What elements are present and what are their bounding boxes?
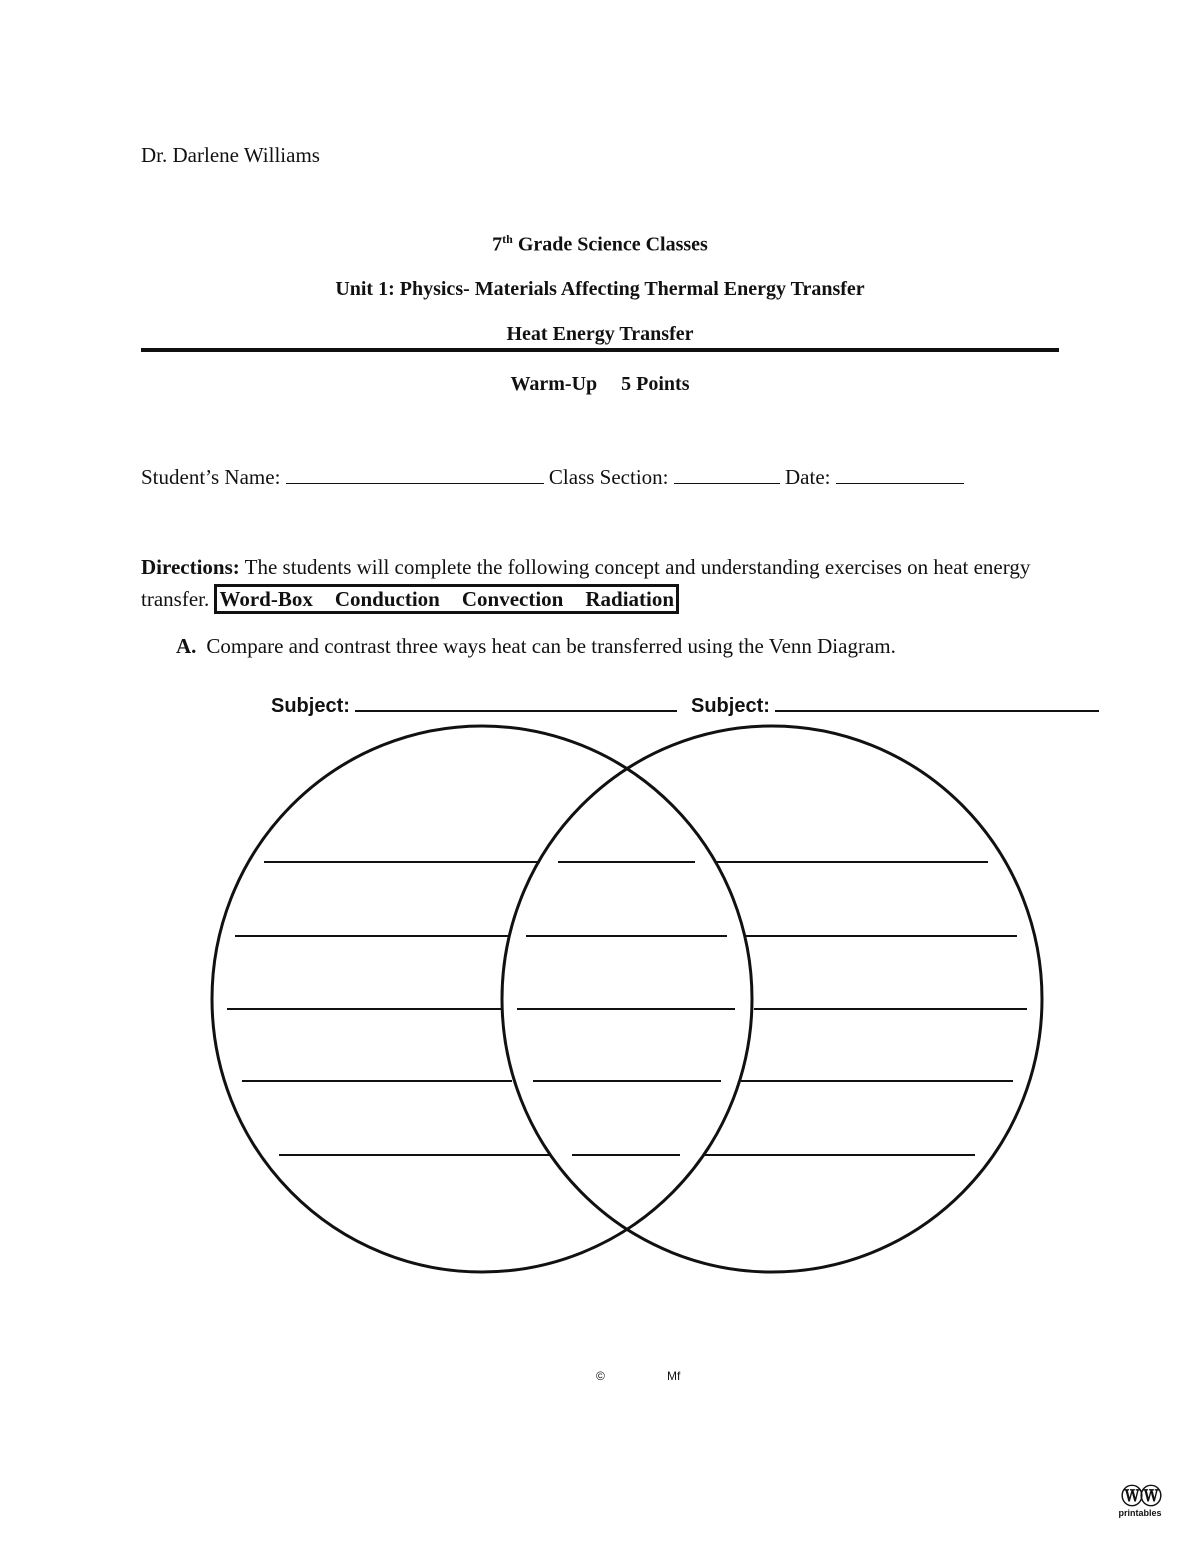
subject-left-label: Subject: bbox=[271, 695, 350, 717]
student-name-label: Student’s Name: bbox=[141, 465, 281, 489]
points-label: 5 Points bbox=[621, 373, 690, 395]
question-a-text: Compare and contrast three ways heat can be transferred using the Venn Diagram. bbox=[206, 634, 896, 658]
word-box-title: Word-Box bbox=[219, 587, 313, 611]
directions-text: The students will complete the following concept and understanding exercises on heat energy transfer. bbox=[141, 555, 1031, 611]
subject-right-label: Subject: bbox=[691, 695, 770, 717]
question-a-letter: A. bbox=[176, 634, 197, 658]
date-label: Date: bbox=[785, 465, 831, 489]
venn-circle-left bbox=[212, 726, 752, 1272]
course-title: 7th Grade Science Classes bbox=[492, 232, 708, 256]
footer-mark: Mf bbox=[667, 1369, 681, 1383]
unit-title: Unit 1: Physics- Materials Affecting Thermal Energy Transfer bbox=[335, 278, 865, 300]
venn-circle-right bbox=[502, 726, 1042, 1272]
copyright-symbol: © bbox=[596, 1369, 605, 1383]
logo-word: printables bbox=[1118, 1508, 1162, 1518]
topic-title: Heat Energy Transfer bbox=[506, 323, 694, 345]
logo-icon: ⓌⓌ bbox=[1120, 1484, 1159, 1509]
word-convection: Convection bbox=[461, 587, 564, 611]
venn-writing-lines bbox=[227, 862, 1027, 1155]
directions-label: Directions: bbox=[141, 555, 240, 579]
word-radiation: Radiation bbox=[585, 587, 675, 611]
word-conduction: Conduction bbox=[334, 587, 440, 611]
author-name: Dr. Darlene Williams bbox=[141, 143, 320, 167]
printables-logo bbox=[1110, 1486, 1170, 1518]
class-section-label: Class Section: bbox=[548, 465, 669, 489]
warmup-label: Warm-Up bbox=[510, 373, 598, 395]
